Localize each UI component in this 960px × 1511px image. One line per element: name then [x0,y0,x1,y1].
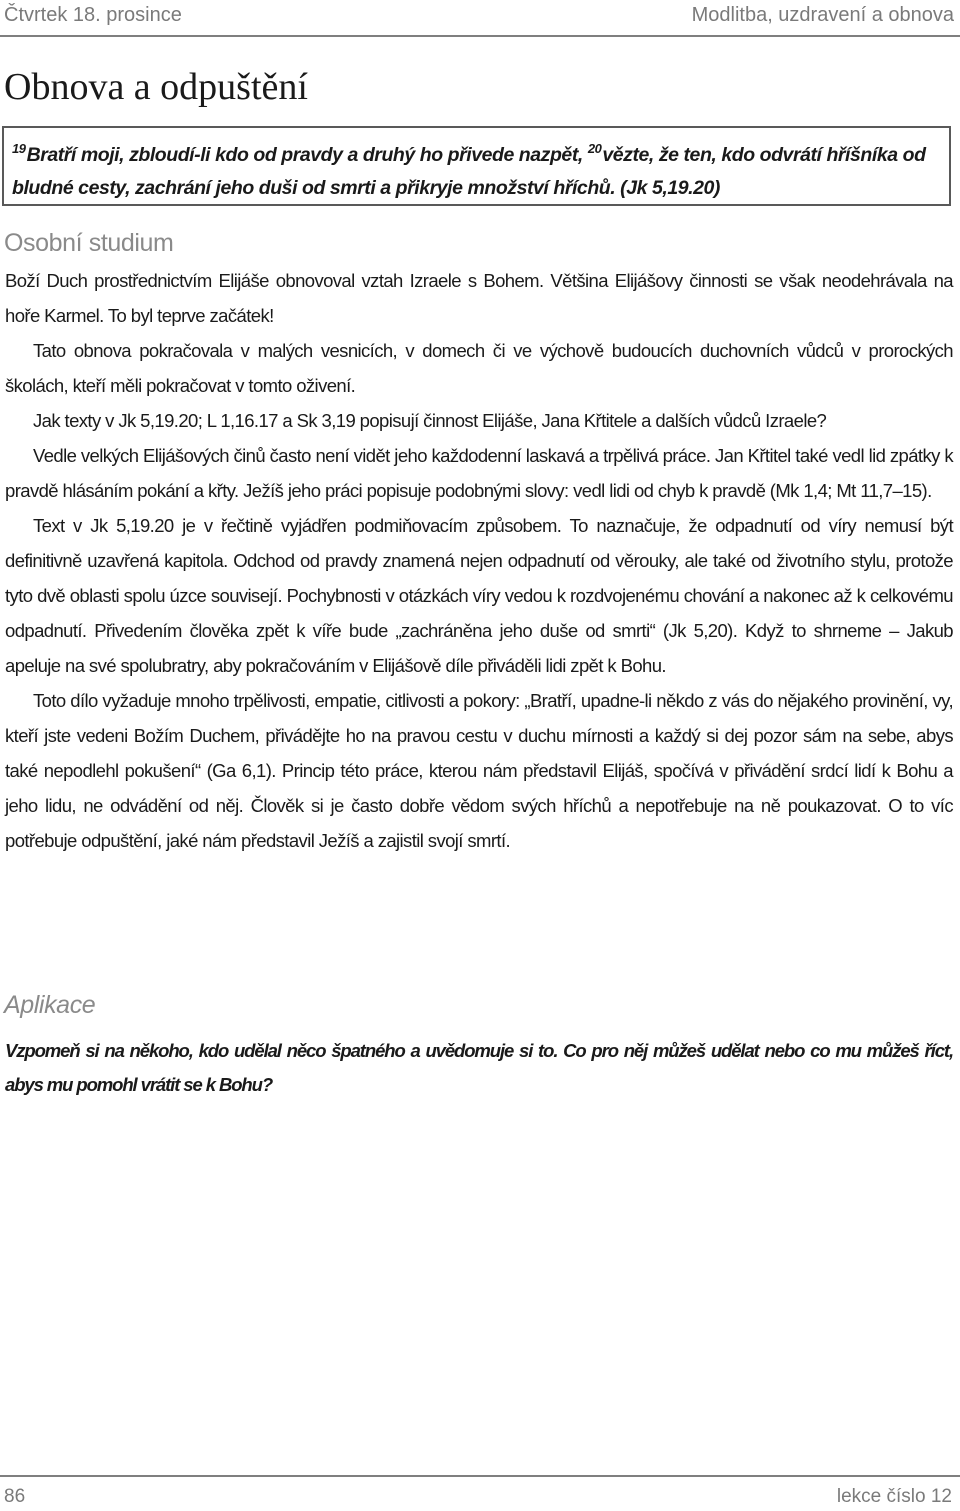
study-paragraph: Vedle velkých Elijášových činů často není vidět jeho každodenní laskavá a trpělivá práce. Jan Křtitel také vedl lid zpátky k pravdě hlásáním pokání a křty. Ježíš jeho práci popisuje podobnými slovy: vedl lidi od chyb k pravdě (Mk 1,4; Mt 11,7–15). [5,445,953,501]
memory-verse-box [2,126,951,206]
verse-20-text: vězte, že ten, kdo odvrátí hříšníka od bludné cesty, zachrání jeho duši od smrti a přikryje množství hříchů. (Jk 5,19.20) [12,144,926,199]
running-head-date: Čtvrtek 18. prosince [4,4,182,26]
lesson-number-label: lekce číslo 12 [836,1486,952,1507]
page-number: 86 [4,1486,26,1507]
verse-number-20: 20 [587,141,602,156]
running-head-theme: Modlitba, uzdravení a obnova [691,4,954,26]
study-question: Jak texty v Jk 5,19.20; L 1,16.17 a Sk 3,19 popisují činnost Elijáše, Jana Křtitele a dalších vůdců Izraele? [33,410,827,431]
page-title: Obnova a odpuštění [4,66,308,108]
study-paragraph: Text v Jk 5,19.20 je v řečtině vyjádřen podmiňovacím způsobem. To naznačuje, že odpadnutí od víry nemusí být definitivně uzavřená kapitola. Odchod od pravdy znamená nejen odpadnutí od věrouky, ale také od životního stylu, protože tyto dvě oblasti spolu úzce souvisejí. Pochybnosti v otázkách víry vedou k rozdvojenému chování a nakonec až k celkovému odpadnutí. Přivedením člověka zpět k víře bude „zachráněna jeho duše od smrti“ (Jk 5,20). Když to shrneme – Jakub apeluje na své spolubratry, aby pokračováním v Elijášově díle přiváděli lidi zpět k Bohu. [5,515,953,676]
personal-study-body [5,263,953,858]
application-text: Vzpomeň si na někoho, kdo udělal něco špatného a uvědomuje si to. Co pro něj můžeš udělat nebo co mu můžeš říct, abys mu pomohl vrátit se k Bohu? [5,1040,953,1095]
study-paragraph: Toto dílo vyžaduje mnoho trpělivosti, empatie, citlivosti a pokory: „Bratří, upadne-li někdo z vás do nějakého provinění, vy, kteří jste vedeni Božím Duchem, přivádějte ho na pravou cestu v duchu mírnosti a každý si dej pozor sám na sebe, abys také nepodlehl pokušení“ (Ga 6,1). Princip této práce, kterou nám představil Elijáš, spočívá v přivádění srdcí lidí k Bohu a jeho lidu, ne odvádění od něj. Člověk si je často dobře vědom svých hříchů a nepotřebuje na ně poukazovat. O to víc potřebuje odpuštění, jaké nám představil Ježíš a zajistil svojí smrtí. [5,690,953,851]
study-paragraph: Tato obnova pokračovala v malých vesnicích, v domech či ve výchově budoucích duchovních vůdců v prorockých školách, kteří měli pokračovat v tomto oživení. [5,340,953,396]
page-footer [4,1486,952,1510]
header-divider [0,35,960,37]
verse-19-text: Bratří moji, zbloudí-li kdo od pravdy a druhý ho přivede nazpět, [26,144,588,166]
running-head [4,4,954,30]
study-paragraph: Boží Duch prostřednictvím Elijáše obnovoval vztah Izraele s Bohem. Většina Elijášovy činnosti se však neodehrávala na hoře Karmel. To byl teprve začátek! [5,270,953,326]
personal-study-heading: Osobní studium [4,229,174,257]
verse-number-19: 19 [12,141,26,156]
footer-divider [0,1475,960,1477]
application-heading: Aplikace [4,991,96,1019]
